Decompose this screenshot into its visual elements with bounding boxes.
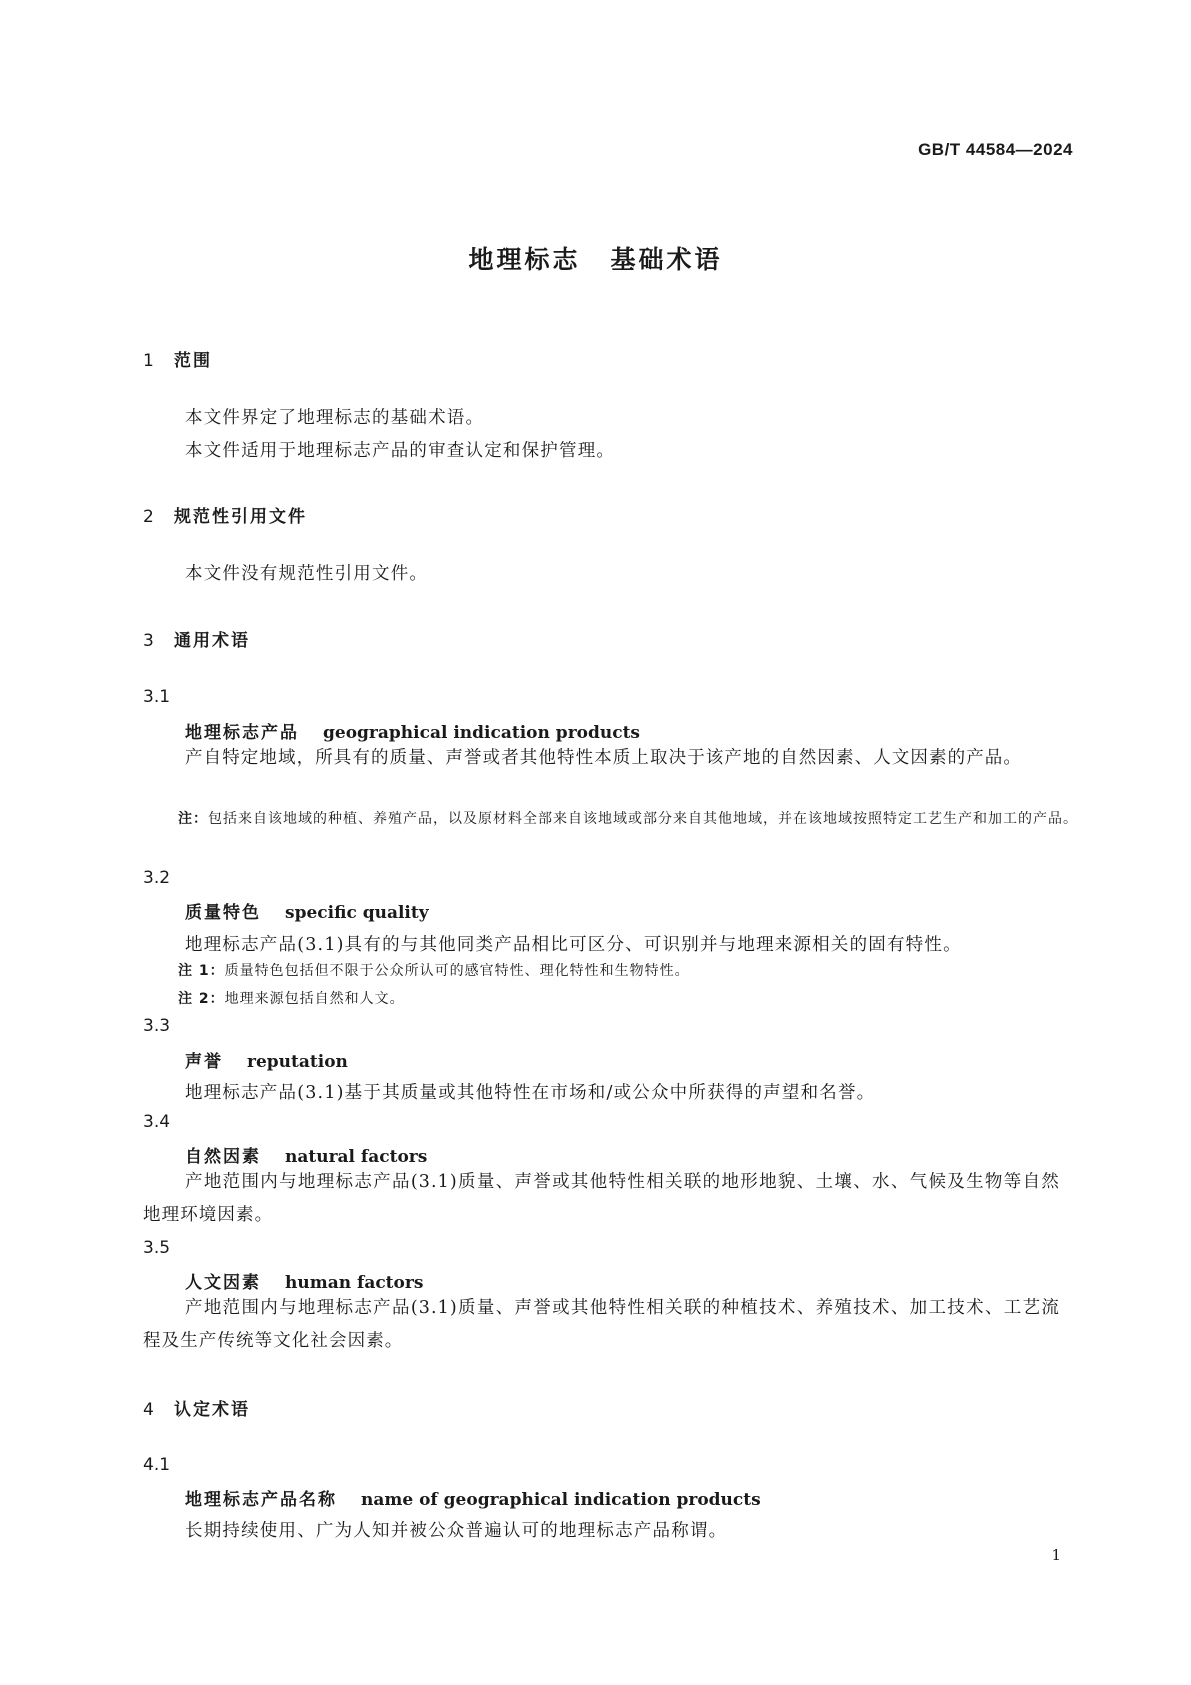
term-number: 3.1 [143,687,171,707]
term-zh: 地理标志产品 [185,723,299,743]
section-heading-2 [143,502,307,527]
standard-code: GB/T 44584—2024 [918,140,1073,159]
section-heading-1 [143,346,212,371]
term-en: geographical indication products [323,723,641,743]
paragraph: 本文件界定了地理标志的基础术语。 [185,408,485,428]
note-label: 注： [178,811,208,827]
section-number: 1 [143,351,154,371]
term-zh: 地理标志产品名称 [185,1490,337,1510]
term-definition: 产自特定地域，所具有的质量、声誉或者其他特性本质上取决于该产地的自然因素、人文因素的产品。 [185,748,1022,768]
term-entry [185,1047,348,1072]
section-title: 规范性引用文件 [174,507,307,527]
section-number: 4 [143,1400,154,1420]
term-entry [185,1485,761,1510]
section-heading-3 [143,626,250,651]
paragraph: 本文件没有规范性引用文件。 [185,564,429,584]
note-text: 质量特色包括但不限于公众所认可的感官特性、理化特性和生物特性。 [224,963,690,979]
term-en: human factors [285,1273,424,1293]
term-zh: 质量特色 [185,903,261,923]
term-note-2 [178,985,1060,1013]
term-number: 3.4 [143,1112,171,1132]
term-en: natural factors [285,1147,428,1167]
term-definition: 长期持续使用、广为人知并被公众普遍认可的地理标志产品称谓。 [185,1521,728,1541]
term-zh: 自然因素 [185,1147,261,1167]
note-text: 包括来自该地域的种植、养殖产品，以及原材料全部来自该地域或部分来自其他地域，并在该地域按照特定工艺生产和加工的产品。 [208,811,1078,827]
term-en: specific quality [285,903,429,923]
section-title: 认定术语 [174,1400,250,1420]
note-label: 注 1： [178,963,225,979]
paragraph: 本文件适用于地理标志产品的审查认定和保护管理。 [185,441,616,461]
section-number: 2 [143,507,154,527]
term-note-1 [178,957,1060,985]
term-zh: 声誉 [185,1052,223,1072]
term-definition: 地理标志产品(3.1)具有的与其他同类产品相比可区分、可识别并与地理来源相关的固有特性。 [185,935,962,955]
title-part-2: 基础术语 [610,245,723,274]
term-number: 4.1 [143,1455,171,1475]
term-definition: 产地范围内与地理标志产品(3.1)质量、声誉或其他特性相关联的种植技术、养殖技术、加工技术、工艺流程及生产传统等文化社会因素。 [143,1298,1060,1351]
note-text: 地理来源包括自然和人文。 [224,991,405,1007]
term-entry [185,1142,427,1167]
section-number: 3 [143,631,154,651]
page-number: 1 [1051,1546,1061,1564]
term-en: name of geographical indication products [361,1490,761,1510]
term-definition: 地理标志产品(3.1)基于其质量或其他特性在市场和/或公众中所获得的声望和名誉。 [185,1083,876,1103]
term-note [178,805,1096,833]
term-number: 3.3 [143,1016,171,1036]
section-title: 通用术语 [174,631,250,651]
note-label: 注 2： [178,991,225,1007]
term-entry [185,718,640,743]
term-number: 3.2 [143,868,171,888]
title-part-1: 地理标志 [468,245,581,274]
term-entry [185,1268,423,1293]
term-zh: 人文因素 [185,1273,261,1293]
section-title: 范围 [174,351,212,371]
document-title [0,240,1191,276]
term-entry [185,898,429,923]
section-heading-4 [143,1395,250,1420]
term-number: 3.5 [143,1238,171,1258]
term-en: reputation [247,1052,348,1072]
term-definition: 产地范围内与地理标志产品(3.1)质量、声誉或其他特性相关联的地形地貌、土壤、水、气候及生物等自然地理环境因素。 [143,1172,1060,1225]
